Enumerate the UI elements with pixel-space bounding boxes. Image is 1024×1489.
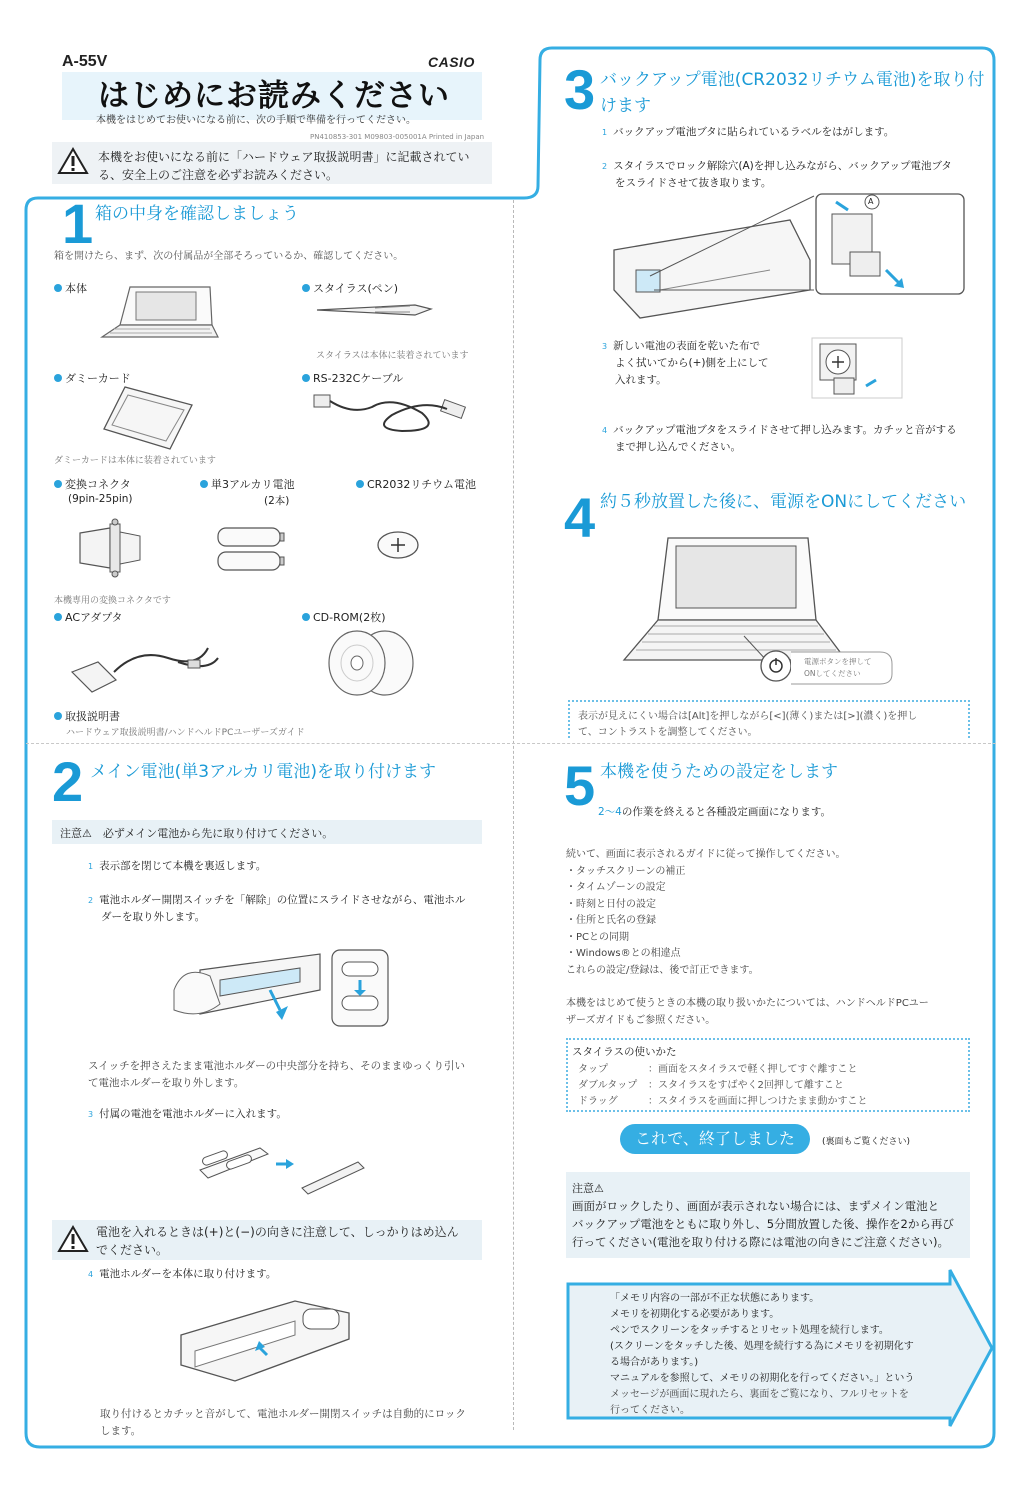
stylus-term-drag: ドラッグ [578,1096,618,1107]
s2-step-2-cont: ダーを取り外します。 [101,911,206,923]
contrast-note-line1: 表示が見えにくい場合は[Alt]を押しながら[<](薄く)または[>](濃く)を押し [578,711,918,722]
s2-step-1: 1 表示部を閉じて本機を裏返します。 [88,860,267,872]
memory-message-line2: メモリを初期化する必要があります。 [610,1309,780,1320]
s3-step-3-cont1: よく拭いてから(+)側を上にして [615,357,769,369]
section-2-number: 2 [52,750,84,813]
backup-battery-cover-image [610,190,970,330]
stylus-term-tap: タップ [578,1064,608,1075]
stylus-usage-title: スタイラスの使いかた [572,1046,677,1058]
model-number: A-55V [62,53,108,70]
dummy-card-caption: ダミーカードは本体に装着されています [54,456,216,466]
stylus-term-doubletap: ダブルタップ [578,1080,638,1091]
contrast-note-line2: て、コントラストを調整してください。 [578,727,758,738]
s2-step-2: 2 電池ホルダー開閉スイッチを「解除」の位置にスライドさせながら、電池ホル [88,894,466,906]
memory-message-line1: 「メモリ内容の一部が不正な状態にあります。 [610,1293,820,1304]
s5-follow: 続いて、画面に表示されるガイドに従って操作してください。 [566,849,846,860]
stylus-image [315,300,435,320]
row-divider [26,743,996,744]
item-body-label: 本体 [54,280,87,296]
warning-icon [58,148,88,174]
s5-caution-line2: バックアップ電池をともに取り外し、5分間放置した後、操作を2から再び [572,1217,954,1231]
cr2032-coin-image [376,530,420,560]
section-3-title-line2: けます [600,96,651,116]
item-cr2032-label: CR2032リチウム電池 [356,476,476,492]
s2-step-4: 4 電池ホルダーを本体に取り付けます。 [88,1268,277,1280]
item-converter-sub: (9pin-25pin) [68,493,133,505]
s3-step-2-cont: をスライドさせて抜き取ります。 [615,177,772,189]
section-2-note: 注意⚠ 必ずメイン電池から先に取り付けてください。 [60,827,334,840]
item-manual-label: 取扱説明書 [54,708,120,724]
coin-battery-insert-image [808,334,908,404]
memory-message-line6: マニュアルを参照して、メモリの初期化を行ってください。」という [610,1373,915,1384]
s3-step-1: 1 バックアップ電池ブタに貼られているラベルをはがします。 [602,126,895,138]
power-callout-line1: 電源ボタンを押して [804,657,872,666]
s3-step-4-cont: まで押し込んでください。 [615,441,741,453]
item-stylus-label: スタイラス(ペン) [302,280,398,296]
converter-caption: 本機専用の変換コネクタです [54,596,171,606]
lock-release-label-a: A [868,197,874,206]
item-cdrom-label: CD-ROM(2枚) [302,609,386,625]
item-converter-label: 変換コネクタ [54,476,131,492]
battery-holder-removal-image [160,940,460,1040]
s2-step-2-note: スイッチを押さえたまま電池ホルダーの中央部分を持ち、そのままゆっくり引い [88,1060,466,1072]
warning-icon [58,1226,88,1252]
ac-adapter-image [68,628,238,698]
section-5-title: 本機を使うための設定をします [600,762,838,782]
dummy-card-image [100,383,200,453]
memory-message-line8: 行ってください。 [610,1405,690,1416]
battery-insert-image [190,1140,370,1200]
s2-step-2-note-cont: て電池ホルダーを取り外します。 [88,1077,245,1089]
memory-message-line4: (スクリーンをタッチした後、処理を続行する為にメモリを初期化す [610,1341,914,1352]
s3-step-3-cont2: 入れます。 [615,374,667,386]
s2-step-4-note: 取り付けるとカチッと音がして、電池ホルダー開閉スイッチは自動的にロック [100,1408,466,1420]
section-1-title: 箱の中身を確認しましょう [95,204,299,224]
header-warning-line2: る、安全上のご注意を必ずお読みください。 [98,168,339,182]
completion-badge: これで、終了しました [620,1124,810,1154]
section-3-title-line1: バックアップ電池(CR2032リチウム電池)を取り付 [600,70,985,90]
section-5-number: 5 [564,754,596,817]
battery-holder-attach-image [175,1295,355,1395]
section-4-title: 約５秒放置した後に、電源をONにしてください [600,492,967,512]
cdrom-image [325,628,425,698]
stylus-caption: スタイラスは本体に装着されています [316,351,469,361]
item-ac-adapter-label: ACアダプタ [54,609,122,625]
s5-guide-line1: 本機をはじめて使うときの本機の取り扱いかたについては、ハンドヘルドPCユー [566,998,929,1009]
memory-message-line7: メッセージが画面に現れたら、裏面をご覧になり、フルリセットを [610,1389,909,1400]
section-3-number: 3 [564,58,596,121]
power-callout-line2: ONしてください [804,669,861,678]
section-1-intro: 箱を開けたら、まず、次の付属品が全部そろっているか、確認してください。 [54,251,404,262]
stylus-desc-tap: ：画面をスタイラスで軽く押してすぐ離すこと [648,1064,858,1075]
pda-device-image [100,285,220,340]
stylus-desc-doubletap: ：スタイラスをすばやく2回押して離すこと [648,1080,844,1091]
column-divider [513,200,514,1430]
memory-message-line5: る場合があります。) [610,1357,699,1368]
s2-step-4-note-cont: します。 [100,1425,142,1437]
section-4-number: 4 [564,486,596,549]
aa-batteries-image [212,526,292,576]
s5-list-5: ・PCとの同期 [566,932,630,943]
header-warning-line1: 本機をお使いになる前に「ハードウェア取扱説明書」に記載されてい [98,150,470,164]
s5-list-1: ・タッチスクリーンの補正 [566,866,686,877]
s5-list-3: ・時刻と日付の設定 [566,899,656,910]
s2-warning-line1: 電池を入れるときは(+)と(−)の向きに注意して、しっかりはめ込ん [96,1225,459,1239]
s2-step-3: 3 付属の電池を電池ホルダーに入れます。 [88,1108,287,1120]
rs232c-cable-image [312,385,492,435]
s5-list-2: ・タイムゾーンの設定 [566,882,666,893]
converter-image [70,518,150,578]
stylus-desc-drag: ：スタイラスを画面に押しつけたまま動かすこと [648,1096,868,1107]
s3-step-3: 3 新しい電池の表面を乾いた布で [602,340,761,352]
section-1-number: 1 [62,192,94,255]
s5-caution-title: 注意⚠ [572,1182,604,1195]
manual-caption: ハードウェア取扱説明書/ハンドヘルドPCユーザーズガイド [66,728,305,738]
page-subtitle: 本機をはじめてお使いになる前に、次の手順で準備を行ってください。 [96,115,416,126]
s5-caution-line3: 行ってください(電池を取り付ける際には電池の向きにご注意ください)。 [572,1235,949,1249]
s2-warning-line2: でください。 [96,1243,169,1257]
item-aa-battery-sub: (2本) [264,495,290,507]
s5-lead: 2〜4の作業を終えると各種設定画面になります。 [598,806,832,818]
casio-logo: CASIO [428,54,475,70]
s5-list-4: ・住所と氏名の登録 [566,915,656,926]
item-rs232c-label: RS-232Cケーブル [302,370,403,386]
completion-note: (裏面もご覧ください) [822,1137,911,1147]
part-code: PN410853-301 M09803-005001A Printed in Japan [310,133,485,141]
s5-caution-line1: 画面がロックしたり、画面が表示されない場合には、まずメイン電池と [572,1199,940,1213]
item-dummy-card-label: ダミーカード [54,370,131,386]
s5-guide-line2: ザーズガイドもご参照ください。 [566,1015,716,1026]
section-2-title: メイン電池(単3アルカリ電池)を取り付けます [90,762,437,782]
s3-step-4: 4 バックアップ電池ブタをスライドさせて押し込みます。カチッと音がする [602,424,957,436]
item-aa-battery-label: 単3アルカリ電池 [200,476,295,492]
page-title: はじめにお読みください [98,78,450,114]
s5-list-after: これらの設定/登録は、後で訂正できます。 [566,965,759,976]
s3-step-2: 2 スタイラスでロック解除穴(A)を押し込みながら、バックアップ電池ブタ [602,160,952,172]
memory-message-line3: ペンでスクリーンをタッチするとリセット処理を続行します。 [610,1325,889,1336]
s5-list-6: ・Windows®との相違点 [566,948,681,959]
